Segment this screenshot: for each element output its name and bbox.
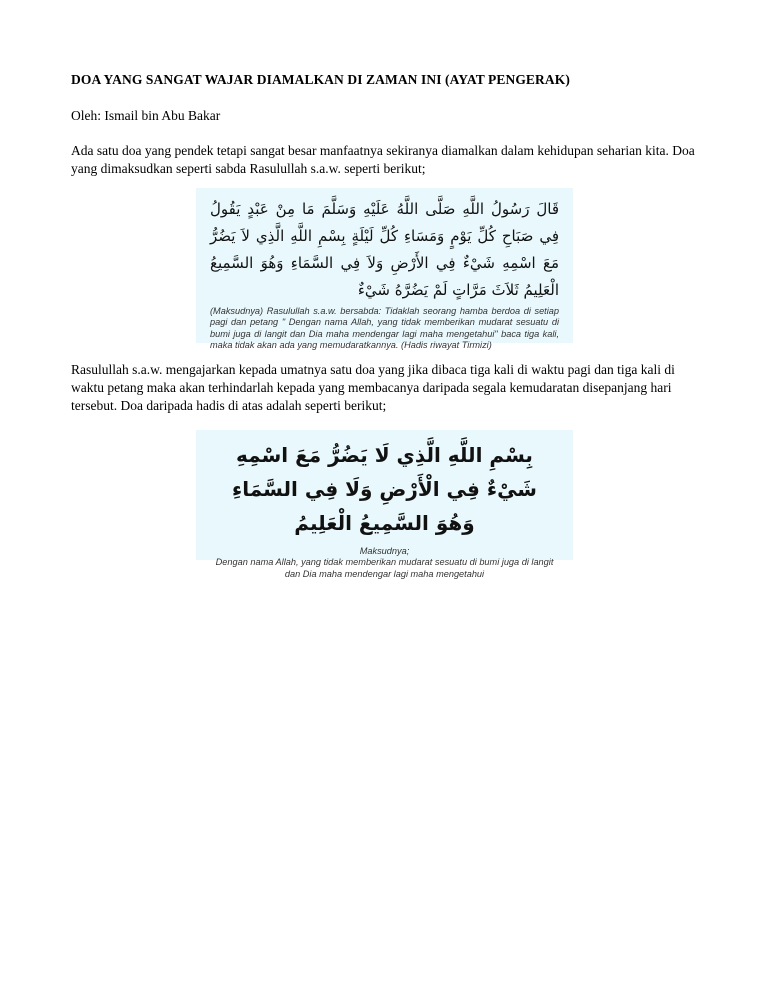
explanation-paragraph: Rasulullah s.a.w. mengajarkan kepada umatnya satu doa yang jika dibaca tiga kali di waktu pagi dan tiga kali di waktu petang maka akan terhindarlah kepada yang membacanya daripada segala kemudaratan disepanjang hari tersebut. Doa daripada hadis di atas adalah seperti berikut; <box>71 362 675 413</box>
hadith-arabic-text: قَالَ رَسُولُ اللَّهِ صَلَّى اللَّهُ عَلَيْهِ وَسَلَّمَ مَا مِنْ عَبْدٍ يَقُولُ فِي صَبَاحِ كُلِّ يَوْمٍ وَمَسَاءِ كُلِّ لَيْلَةٍ بِسْمِ اللَّهِ الَّذِي لاَ يَضُرُّ مَعَ اسْمِهِ شَيْءٌ فِي الأَرْضِ وَلاَ فِي السَّمَاءِ وَهُوَ السَّمِيعُ الْعَلِيمُ ثَلاَثَ مَرَّاتٍ لَمْ يَضُرَّهُ شَيْءٌ <box>210 200 559 299</box>
intro-paragraph: Ada satu doa yang pendek tetapi sangat besar manfaatnya sekiranya diamalkan dalam kehidupan seharian kita. Doa yang dimaksudkan seperti sabda Rasulullah s.a.w. seperti berikut; <box>71 143 695 176</box>
document-title: DOA YANG SANGAT WAJAR DIAMALKAN DI ZAMAN INI (AYAT PENGERAK) <box>71 72 570 87</box>
hadith-translation: (Maksudnya) Rasulullah s.a.w. bersabda: Tidaklah seorang hamba berdoa di setiap pagi dan petang " Dengan nama Allah, yang tidak memberikan mudarat sesuatu di bumi juga di langit dan Dia maha mendengar lagi maha mengetahui" baca tiga kali, maka tidak akan ada yang memudaratkannya. (Hadis riwayat Tirmizi) <box>210 306 559 351</box>
doa-arabic-text: بِسْمِ اللَّهِ الَّذِي لَا يَضُرُّ مَعَ اسْمِهِ شَيْءٌ فِي الْأَرْضِ وَلَا فِي السَّمَاءِ وَهُوَ السَّمِيعُ الْعَلِيمُ <box>232 443 537 535</box>
doa-translation-label: Maksudnya; <box>359 546 410 556</box>
doa-image <box>196 430 573 579</box>
author-line: Oleh: Ismail bin Abu Bakar <box>71 108 221 123</box>
doa-translation: Dengan nama Allah, yang tidak memberikan mudarat sesuatu di bumi juga di langit dan Dia maha mendengar lagi maha mengetahui <box>215 557 554 579</box>
hadith-image <box>196 188 573 351</box>
